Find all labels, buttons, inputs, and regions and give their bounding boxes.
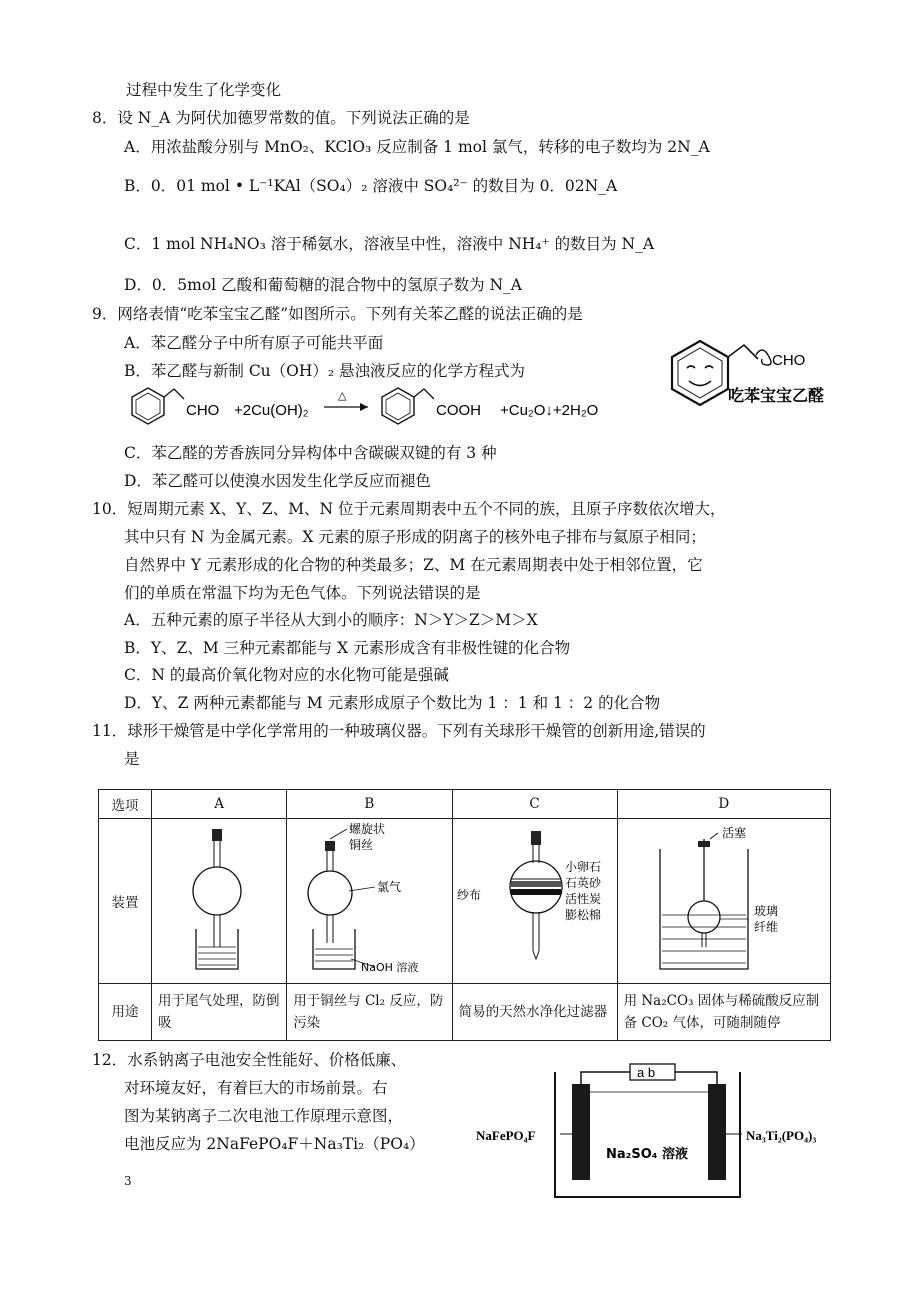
- header-option: 选项: [99, 790, 152, 819]
- device-d-cell: [617, 819, 830, 984]
- continuation-line: 过程中发生了化学变化: [126, 81, 282, 99]
- device-b-figure: [287, 819, 451, 979]
- left-electrode-label: NaFePO₄F: [476, 1128, 536, 1143]
- q9-option-c: C．苯乙醛的芳香族同分异构体中含碳碳双键的有 3 种: [124, 444, 497, 462]
- table-device-row: [99, 819, 831, 984]
- emoji-cho-label: CHO: [772, 352, 806, 369]
- heat-condition: △: [338, 389, 347, 402]
- label-copper-wire: 铜丝: [349, 838, 374, 852]
- table-use-row: [99, 984, 831, 1041]
- label-fiber: 纤维: [753, 920, 778, 934]
- battery-diagram: [470, 1062, 860, 1202]
- table-header-row: [99, 790, 831, 819]
- q12-line4: 电池反应为 2NaFePO₄F＋Na₃Ti₂（PO₄）: [124, 1135, 425, 1153]
- use-b: 用于铜丝与 Cl₂ 反应，防污染: [287, 984, 452, 1041]
- label-cotton: 膨松棉: [564, 908, 601, 922]
- page-number: 3: [124, 1174, 132, 1188]
- q12-line3: 图为某钠离子二次电池工作原理示意图，: [124, 1107, 404, 1125]
- use-a: 用于尾气处理，防倒吸: [152, 984, 287, 1041]
- benzene-emoji-figure: [660, 335, 850, 415]
- header-c: C: [452, 790, 617, 819]
- header-d: D: [617, 790, 830, 819]
- q9-stem: 9．网络表情“吃苯宝宝乙醛”如图所示。下列有关苯乙醛的说法正确的是: [92, 305, 583, 323]
- reactant-cho: CHO: [186, 402, 220, 419]
- label-activated-carbon: 活性炭: [564, 892, 601, 906]
- label-spiral: 螺旋状: [349, 822, 386, 836]
- device-c-figure: [453, 819, 617, 979]
- q11-line2: 是: [124, 750, 140, 768]
- ab-label: a b: [637, 1065, 656, 1080]
- q9-option-a: A．苯乙醛分子中所有原子可能共平面: [124, 334, 384, 352]
- use-d: 用 Na₂CO₃ 固体与稀硫酸反应制备 CO₂ 气体，可随制随停: [617, 984, 830, 1041]
- label-naoh: NaOH 溶液: [361, 961, 419, 974]
- product-cooh: COOH: [436, 402, 481, 419]
- q10-option-d: D．Y、Z 两种元素都能与 M 元素形成原子个数比为 1 ：1 和 1 ：2 的化合物: [124, 694, 661, 712]
- q10-option-a: A．五种元素的原子半径从大到小的顺序：N＞Y＞Z＞M＞X: [124, 611, 538, 629]
- use-c: 简易的天然水净化过滤器: [452, 984, 617, 1041]
- q10-line3: 自然界中 Y 元素形成的化合物的种类最多；Z、M 在元素周期表中处于相邻位置，它: [124, 556, 703, 574]
- emoji-caption: 吃苯宝宝乙醛: [728, 386, 825, 405]
- use-label: 用途: [99, 984, 152, 1041]
- label-chlorine: 氯气: [377, 880, 402, 894]
- header-b: B: [287, 790, 452, 819]
- label-stopcock: 活塞: [721, 826, 746, 840]
- q10-line1: 10．短周期元素 X、Y、Z、M、N 位于元素周期表中五个不同的族，且原子序数依次增大，: [92, 500, 726, 518]
- q8-stem: 8．设 N_A 为阿伏加德罗常数的值。下列说法正确的是: [92, 109, 470, 127]
- q10-line4: 们的单质在常温下均为无色气体。下列说法错误的是: [124, 584, 481, 602]
- device-a-figure: [152, 819, 286, 979]
- label-quartz-sand: 石英砂: [564, 876, 601, 890]
- q8-option-a: A．用浓盐酸分别与 MnO₂、KClO₃ 反应制备 1 mol 氯气，转移的电子数均为 2N_A: [124, 138, 710, 156]
- label-glass: 玻璃: [753, 904, 778, 918]
- device-a-cell: [152, 819, 287, 984]
- label-gauze: 纱布: [456, 888, 481, 902]
- right-electrode-label: Na₃Ti₂(PO₄)₃: [746, 1128, 817, 1143]
- device-b-cell: [287, 819, 452, 984]
- q10-option-b: B．Y、Z、M 三种元素都能与 X 元素形成含有非极性键的化合物: [124, 639, 571, 657]
- q10-line2: 其中只有 N 为金属元素。X 元素的原子形成的阴离子的核外电子排布与氦原子相同；: [124, 528, 706, 546]
- q10-option-c: C．N 的最高价氧化物对应的水化物可能是强碱: [124, 666, 449, 684]
- label-pebbles: 小卵石: [564, 860, 601, 874]
- q8-option-d: D．0．5mol 乙酸和葡萄糖的混合物中的氢原子数为 N_A: [124, 276, 522, 294]
- q12-line2: 对环境友好，有着巨大的市场前景。右: [124, 1079, 388, 1097]
- device-c-cell: [452, 819, 617, 984]
- apparatus-table: [98, 789, 831, 1041]
- header-a: A: [152, 790, 287, 819]
- device-d-figure: [618, 819, 828, 979]
- reagent-cuoh2: +2Cu(OH)₂: [234, 402, 309, 419]
- reaction-equation: [128, 385, 648, 429]
- q8-option-b: B．0．01 mol • L⁻¹KAl（SO₄）₂ 溶液中 SO₄²⁻ 的数目为 0．02N_A: [124, 177, 618, 195]
- device-label: 装置: [99, 819, 152, 984]
- solution-label: Na₂SO₄ 溶液: [606, 1147, 688, 1162]
- q9-option-b: B．苯乙醛与新制 Cu（OH）₂ 悬浊液反应的化学方程式为: [124, 362, 526, 380]
- q8-option-c: C．1 mol NH₄NO₃ 溶于稀氨水，溶液呈中性，溶液中 NH₄⁺ 的数目为 N_A: [124, 235, 655, 253]
- q9-option-d: D．苯乙醛可以使溴水因发生化学反应而褪色: [124, 472, 431, 490]
- products: +Cu₂O↓+2H₂O: [500, 402, 599, 419]
- q11-line1: 11．球形干燥管是中学化学常用的一种玻璃仪器。下列有关球形干燥管的创新用途,错误的: [92, 722, 706, 740]
- q12-line1: 12．水系钠离子电池安全性能好、价格低廉、: [92, 1051, 407, 1069]
